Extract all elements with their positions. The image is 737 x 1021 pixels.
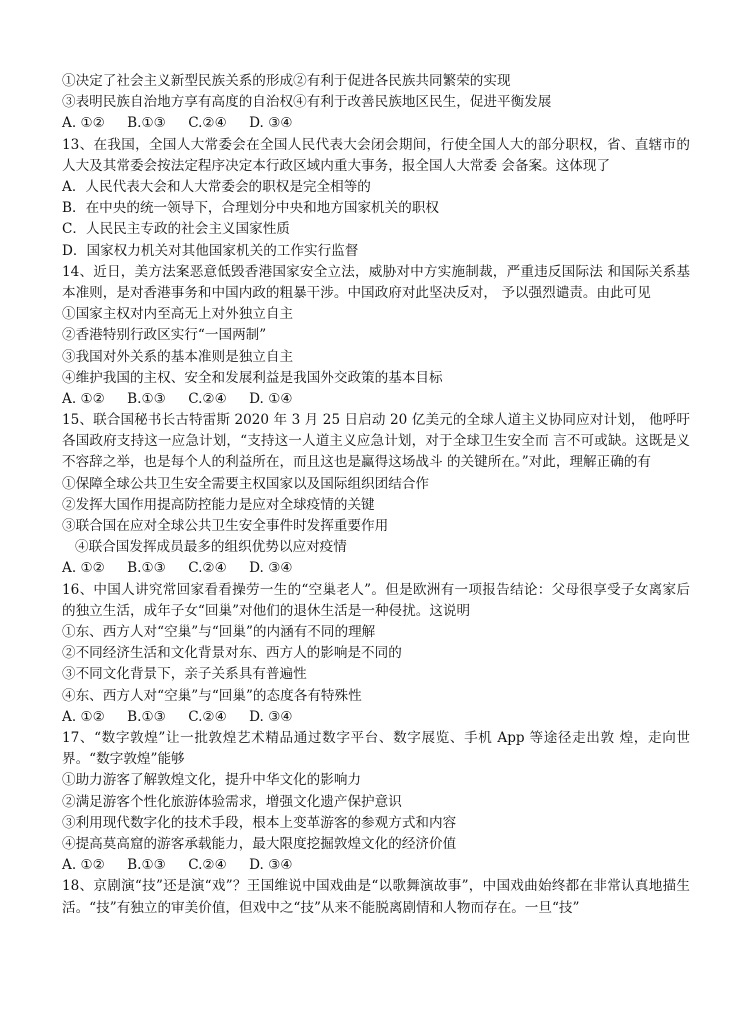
q14-answer-options	[62, 389, 690, 410]
q14-answer-b: B.①③	[127, 390, 166, 407]
q16-answer-c: C.②④	[188, 708, 227, 725]
q15-answer-d: D. ③④	[249, 560, 293, 577]
q14-item-2: ②香港特别行政区实行“一国两制”	[62, 327, 267, 344]
q15-item-3: ③联合国在应对全球公共卫生安全事件时发挥重要作用	[62, 518, 389, 535]
q12-answer-b: B.①③	[127, 115, 166, 132]
question-15	[62, 410, 690, 580]
question-17	[62, 728, 690, 876]
q13-option-d: D．国家权力机关对其他国家机关的工作实行监督	[62, 242, 359, 259]
q13-option-c: C．人民民主专政的社会主义国家性质	[62, 221, 290, 238]
q14-answer-c: C.②④	[188, 390, 227, 407]
q16-answer-b: B.①③	[127, 708, 166, 725]
q16-item-4: ④东、西方人对“空巢”与“回巢”的态度各有特殊性	[62, 687, 362, 704]
q14-stem: 14、近日，美方法案恶意低毁香港国家安全立法，威胁对中方实施制裁，严重违反国际法 和国际关系基本准则，是对香港事务和中国内政的粗暴干涉。中国政府对此坚决反对， 予以强烈谴责。由此可见	[62, 263, 690, 301]
q14-item-3: ③我国对外关系的基本准则是独立自主	[62, 348, 294, 365]
question-14	[62, 262, 690, 410]
q17-answer-options	[62, 855, 690, 876]
q15-answer-c: C.②④	[188, 560, 227, 577]
q17-stem: 17、“数字敦煌”让一批敦煌艺术精品通过数字平台、数字展览、手机 App 等途径走出敦 煌，走向世界。“数字敦煌”能够	[62, 729, 690, 768]
q16-answer-a: A. ①②	[62, 708, 105, 725]
q16-stem: 16、中国人讲究常回家看看操劳一生的“空巢老人”。但是欧洲有一项报告结论：父母很享受子女离家后的独立生活，成年子女“回巢”对他们的退休生活是一种侵扰。这说明	[62, 581, 690, 619]
q18-stem: 18、京剧演“技”还是演“戏”？王国维说中国戏曲是“以歌舞演故事”，中国戏曲始终都在非常认真地描生活。“技”有独立的审美价值，但戏中之“技”从来不能脱离剧情和人物而存在。一旦“技”	[62, 878, 690, 916]
q16-item-1: ①东、西方人对“空巢”与“回巢”的内涵有不同的理解	[62, 624, 376, 641]
q17-answer-d: D. ③④	[249, 857, 293, 874]
q15-item-2: ②发挥大国作用提高防控能力是应对全球疫情的关键	[62, 496, 375, 513]
q12-item-line-1: ①决定了社会主义新型民族关系的形成②有利于促进各民族共同繁荣的实现	[62, 73, 511, 89]
q17-item-2: ②满足游客个性化旅游体验需求，增强文化遗产保护意识	[62, 793, 402, 810]
question-12-tail	[62, 71, 690, 135]
question-16	[62, 580, 690, 728]
q15-answer-b: B.①③	[127, 560, 166, 577]
q14-item-1: ①国家主权对内至高无上对外独立自主	[62, 306, 294, 323]
q17-answer-a: A. ①②	[62, 857, 105, 874]
q12-item-line-2: ③表明民族自治地方享有高度的自治权④有利于改善民族地区民生，促进平衡发展	[62, 94, 552, 111]
q13-stem: 13、在我国，全国人大常委会在全国人民代表大会闭会期间，行使全国人大的部分职权，省、直辖市的人大及其常委会按法定程序决定本行政区域内重大事务，报全国人大常委 会备案。这体现了	[62, 136, 690, 174]
q15-answer-a: A. ①②	[62, 560, 105, 577]
q16-item-2: ②不同经济生活和文化背景对东、西方人的影响是不同的	[62, 645, 402, 662]
q14-answer-a: A. ①②	[62, 390, 105, 407]
q17-answer-c: C.②④	[188, 857, 227, 874]
q16-item-3: ③不同文化背景下，亲子关系具有普遍性	[62, 666, 307, 683]
question-18	[62, 876, 690, 918]
q15-answer-options	[62, 558, 690, 579]
q12-answer-options	[62, 113, 690, 134]
q17-answer-b: B.①③	[127, 857, 166, 874]
q14-item-4: ④维护我国的主权、安全和发展利益是我国外交政策的基本目标	[62, 369, 443, 386]
q12-answer-a: A. ①②	[62, 115, 105, 132]
q17-item-3: ③利用现代数字化的技术手段，根本上变革游客的参观方式和内容	[62, 814, 457, 831]
q12-answer-c: C.②④	[188, 115, 227, 132]
q17-item-1: ①助力游客了解敦煌文化，提升中华文化的影响力	[62, 772, 362, 789]
q15-item-4: ④联合国发挥成员最多的组织优势以应对疫情	[75, 539, 347, 556]
q13-option-a: A．人民代表大会和人大常委会的职权是完全相等的	[62, 178, 371, 195]
q15-item-1: ①保障全球公共卫生安全需要主权国家以及国际组织团结合作	[62, 475, 430, 492]
q16-answer-options	[62, 707, 690, 728]
q14-answer-d: D. ①④	[249, 390, 293, 407]
q12-answer-d: D. ③④	[249, 115, 293, 132]
q16-answer-d: D. ③④	[249, 708, 293, 725]
q17-item-4: ④提高莫高窟的游客承载能力，最大限度挖掘敦煌文化的经济价值	[62, 835, 457, 852]
question-13	[62, 135, 690, 262]
q13-option-b: B．在中央的统一领导下，合理划分中央和地方国家机关的职权	[62, 200, 440, 217]
q15-stem: 15、联合国秘书长古特雷斯 2020 年 3 月 25 日启动 20 亿美元的全球人道主义协同应对计划， 他呼吁各国政府支持这一应急计划，“支持这一人道主义应急计划，对于全球卫生安全而 言不可或缺。这既是义不容辞之举，也是每个人的利益所在，而且这也是赢得这场战斗 的关键所在。”对此，理解正确的有	[62, 412, 690, 471]
exam-page	[62, 71, 690, 919]
